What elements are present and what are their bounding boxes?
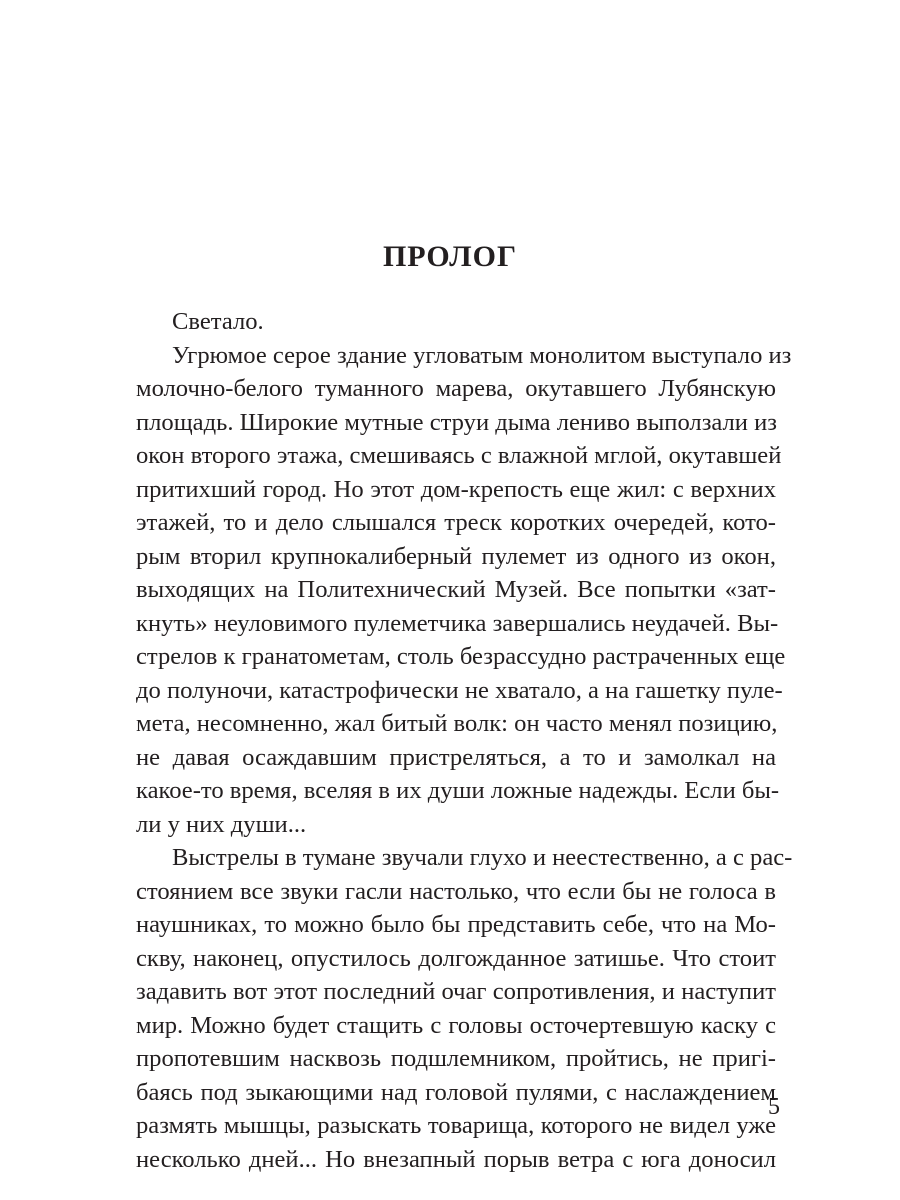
text-line: стрелов к гранатометам, столь безрассудно растраченных еще (136, 643, 786, 670)
text-line: Угрюмое серое здание угловатым монолитом выступало из (172, 341, 792, 369)
text-line: до полуночи, катастрофически не хватало, а на гашетку пуле- (136, 676, 783, 704)
chapter-title: ПРОЛОГ (382, 240, 518, 273)
text-line: выходящих на Политехнический Музей. Все попытки «зат- (136, 576, 776, 603)
text-line: рым вторил крупнокалиберный пулемет из одного из окон, (136, 542, 776, 570)
text-line: молочно-белого туманного марева, окутавшего Лубянскую (136, 375, 776, 402)
text-line: Выстрелы в тумане звучали глухо и неестественно, а с рас- (172, 844, 793, 871)
text-line: стоянием все звуки гасли настолько, что если бы не голоса в (136, 877, 776, 905)
paragraph (136, 339, 792, 842)
text-line: пропотевшим насквозь подшлемником, пройтись, не пригi- (136, 1045, 776, 1072)
text-line: ли у них души... (136, 810, 307, 838)
text-line: несколько дней... Но внезапный порыв ветра с юга доносил (136, 1145, 776, 1173)
text-line: Светало. (172, 308, 264, 335)
text-line: окон второго этажа, смешиваясь с влажной мглой, окутавшей (136, 442, 782, 469)
text-line: мета, несомненно, жал битый волк: он часто менял позицию, (136, 710, 778, 737)
page-number: 5 (768, 1094, 780, 1120)
body-text (136, 305, 793, 1176)
text-line: баясь под зыкающими над головой пулями, с наслаждением (136, 1078, 776, 1106)
text-line: какое-то время, вселяя в их души ложные надежды. Если бы- (136, 777, 780, 804)
text-line: размять мышцы, разыскать товарища, которого не видел уже (136, 1112, 776, 1139)
text-line: притихший город. Но этот дом-крепость еще жил: с верхних (136, 475, 776, 503)
text-line: кнуть» неуловимого пулеметчика завершались неудачей. Вы- (136, 609, 779, 637)
paragraph (136, 305, 776, 339)
text-line: не давая осаждавшим пристреляться, а то и замолкал на (136, 743, 776, 771)
text-line: мир. Можно будет стащить с головы осточертевшую каску с (136, 1011, 776, 1039)
text-line: этажей, то и дело слышался треск коротких очередей, кото- (136, 509, 776, 536)
text-line: площадь. Широкие мутные струи дыма лениво выползали из (136, 408, 777, 436)
text-line: задавить вот этот последний очаг сопротивления, и наступит (136, 978, 776, 1005)
text-line: наушниках, то можно было бы представить себе, что на Мо- (136, 911, 776, 938)
paragraph (136, 841, 793, 1176)
text-line: скву, наконец, опустилось долгожданное затишье. Что стоит (136, 944, 776, 972)
